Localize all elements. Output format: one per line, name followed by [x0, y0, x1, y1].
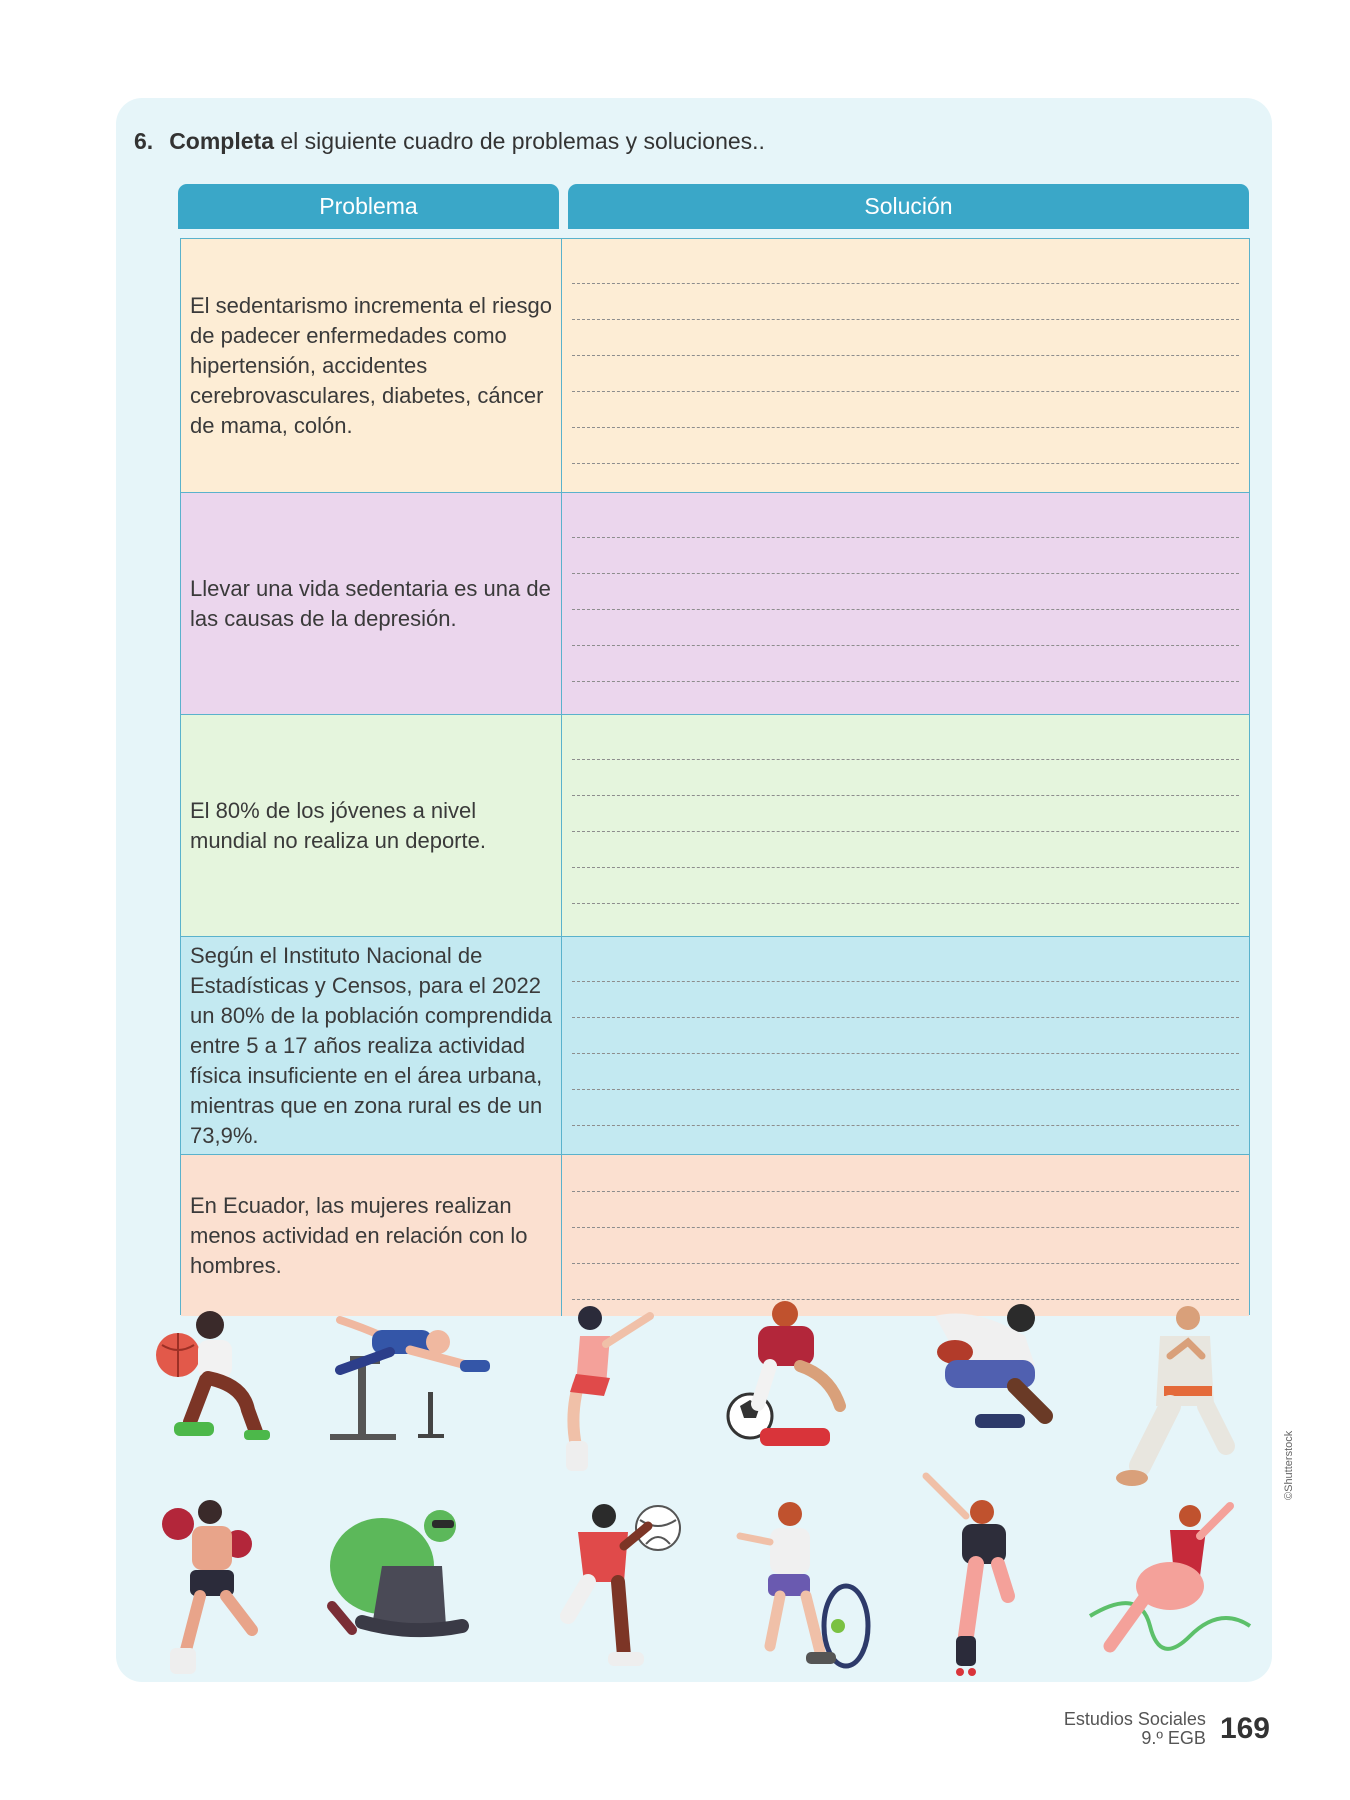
- activity-text: el siguiente cuadro de problemas y soluciones..: [273, 128, 765, 154]
- problems-solutions-table: [180, 238, 1250, 1315]
- answer-line[interactable]: [572, 1263, 1239, 1264]
- problem-text: En Ecuador, las mujeres realizan menos actividad en relación con lo hombres.: [190, 1192, 528, 1278]
- activity-instruction: [134, 128, 765, 155]
- answer-line[interactable]: [572, 319, 1239, 320]
- table-row: [181, 492, 1249, 714]
- solution-cell[interactable]: [562, 1155, 1249, 1316]
- answer-line[interactable]: [572, 609, 1239, 610]
- answer-line[interactable]: [572, 759, 1239, 760]
- problem-cell: [181, 937, 562, 1154]
- problem-cell: [181, 239, 562, 492]
- inline-skater-illustration: [916, 1466, 1036, 1686]
- soccer-player-illustration: [710, 1296, 870, 1456]
- solution-cell[interactable]: [562, 493, 1249, 714]
- boxer-illustration: [156, 1490, 276, 1680]
- answer-line[interactable]: [572, 795, 1239, 796]
- solution-cell[interactable]: [562, 239, 1249, 492]
- solution-cell[interactable]: [562, 937, 1249, 1154]
- table-row: [181, 1154, 1249, 1316]
- answer-line[interactable]: [572, 283, 1239, 284]
- answer-line[interactable]: [572, 1053, 1239, 1054]
- page-footer: [1064, 1710, 1270, 1748]
- image-credit: ©Shutterstock: [1283, 1430, 1295, 1500]
- answer-line[interactable]: [572, 831, 1239, 832]
- hurdler-illustration: [310, 1300, 500, 1450]
- answer-line[interactable]: [572, 355, 1239, 356]
- rugby-player-illustration: [915, 1296, 1075, 1436]
- footer-subject: [1064, 1710, 1206, 1748]
- answer-line[interactable]: [572, 1227, 1239, 1228]
- answer-line[interactable]: [572, 903, 1239, 904]
- problem-text: Según el Instituto Nacional de Estadísticas y Censos, para el 2022 un 80% de la población comprendida entre 5 a 17 años realiza actividad física insuficiente en el área urbana, mientras que en zona rural es de un 73,9%.: [190, 942, 553, 1148]
- answer-line[interactable]: [572, 981, 1239, 982]
- subject-name: Estudios Sociales: [1063, 1709, 1206, 1729]
- answer-line[interactable]: [572, 1089, 1239, 1090]
- answer-line[interactable]: [572, 573, 1239, 574]
- answer-line[interactable]: [572, 867, 1239, 868]
- basketball-player-illustration: [148, 1300, 278, 1450]
- rhythmic-gymnast-illustration: [1080, 1496, 1260, 1686]
- answer-line[interactable]: [572, 391, 1239, 392]
- answer-line[interactable]: [572, 427, 1239, 428]
- tennis-player-illustration: [730, 1496, 880, 1686]
- answer-line[interactable]: [572, 1017, 1239, 1018]
- table-row: [181, 936, 1249, 1154]
- activity-number: 6.: [134, 128, 154, 154]
- volleyball-player-illustration: [528, 1486, 688, 1686]
- answer-line[interactable]: [572, 463, 1239, 464]
- runner-illustration: [540, 1296, 670, 1486]
- header-solucion: Solución: [568, 184, 1249, 229]
- karate-illustration: [1110, 1296, 1240, 1496]
- activity-verb: Completa: [169, 128, 274, 154]
- solution-cell[interactable]: [562, 715, 1249, 936]
- problem-cell: [181, 493, 562, 714]
- turtle-climber-illustration: [322, 1496, 482, 1646]
- problem-cell: [181, 1155, 562, 1316]
- table-row: [181, 239, 1249, 492]
- answer-line[interactable]: [572, 1191, 1239, 1192]
- page-number: 169: [1219, 1712, 1270, 1745]
- table-row: [181, 714, 1249, 936]
- grade-label: 9.º EGB: [1141, 1728, 1206, 1748]
- problem-cell: [181, 715, 562, 936]
- answer-line[interactable]: [572, 645, 1239, 646]
- answer-line[interactable]: [572, 537, 1239, 538]
- problem-text: Llevar una vida sedentaria es una de las causas de la depresión.: [190, 575, 551, 631]
- problem-text: El 80% de los jóvenes a nivel mundial no realiza un deporte.: [190, 797, 486, 853]
- header-problema: Problema: [178, 184, 559, 229]
- answer-line[interactable]: [572, 681, 1239, 682]
- problem-text: El sedentarismo incrementa el riesgo de padecer enfermedades como hipertensión, accidentes cerebrovasculares, diabetes, cáncer de mama, colón.: [190, 292, 552, 438]
- answer-line[interactable]: [572, 1125, 1239, 1126]
